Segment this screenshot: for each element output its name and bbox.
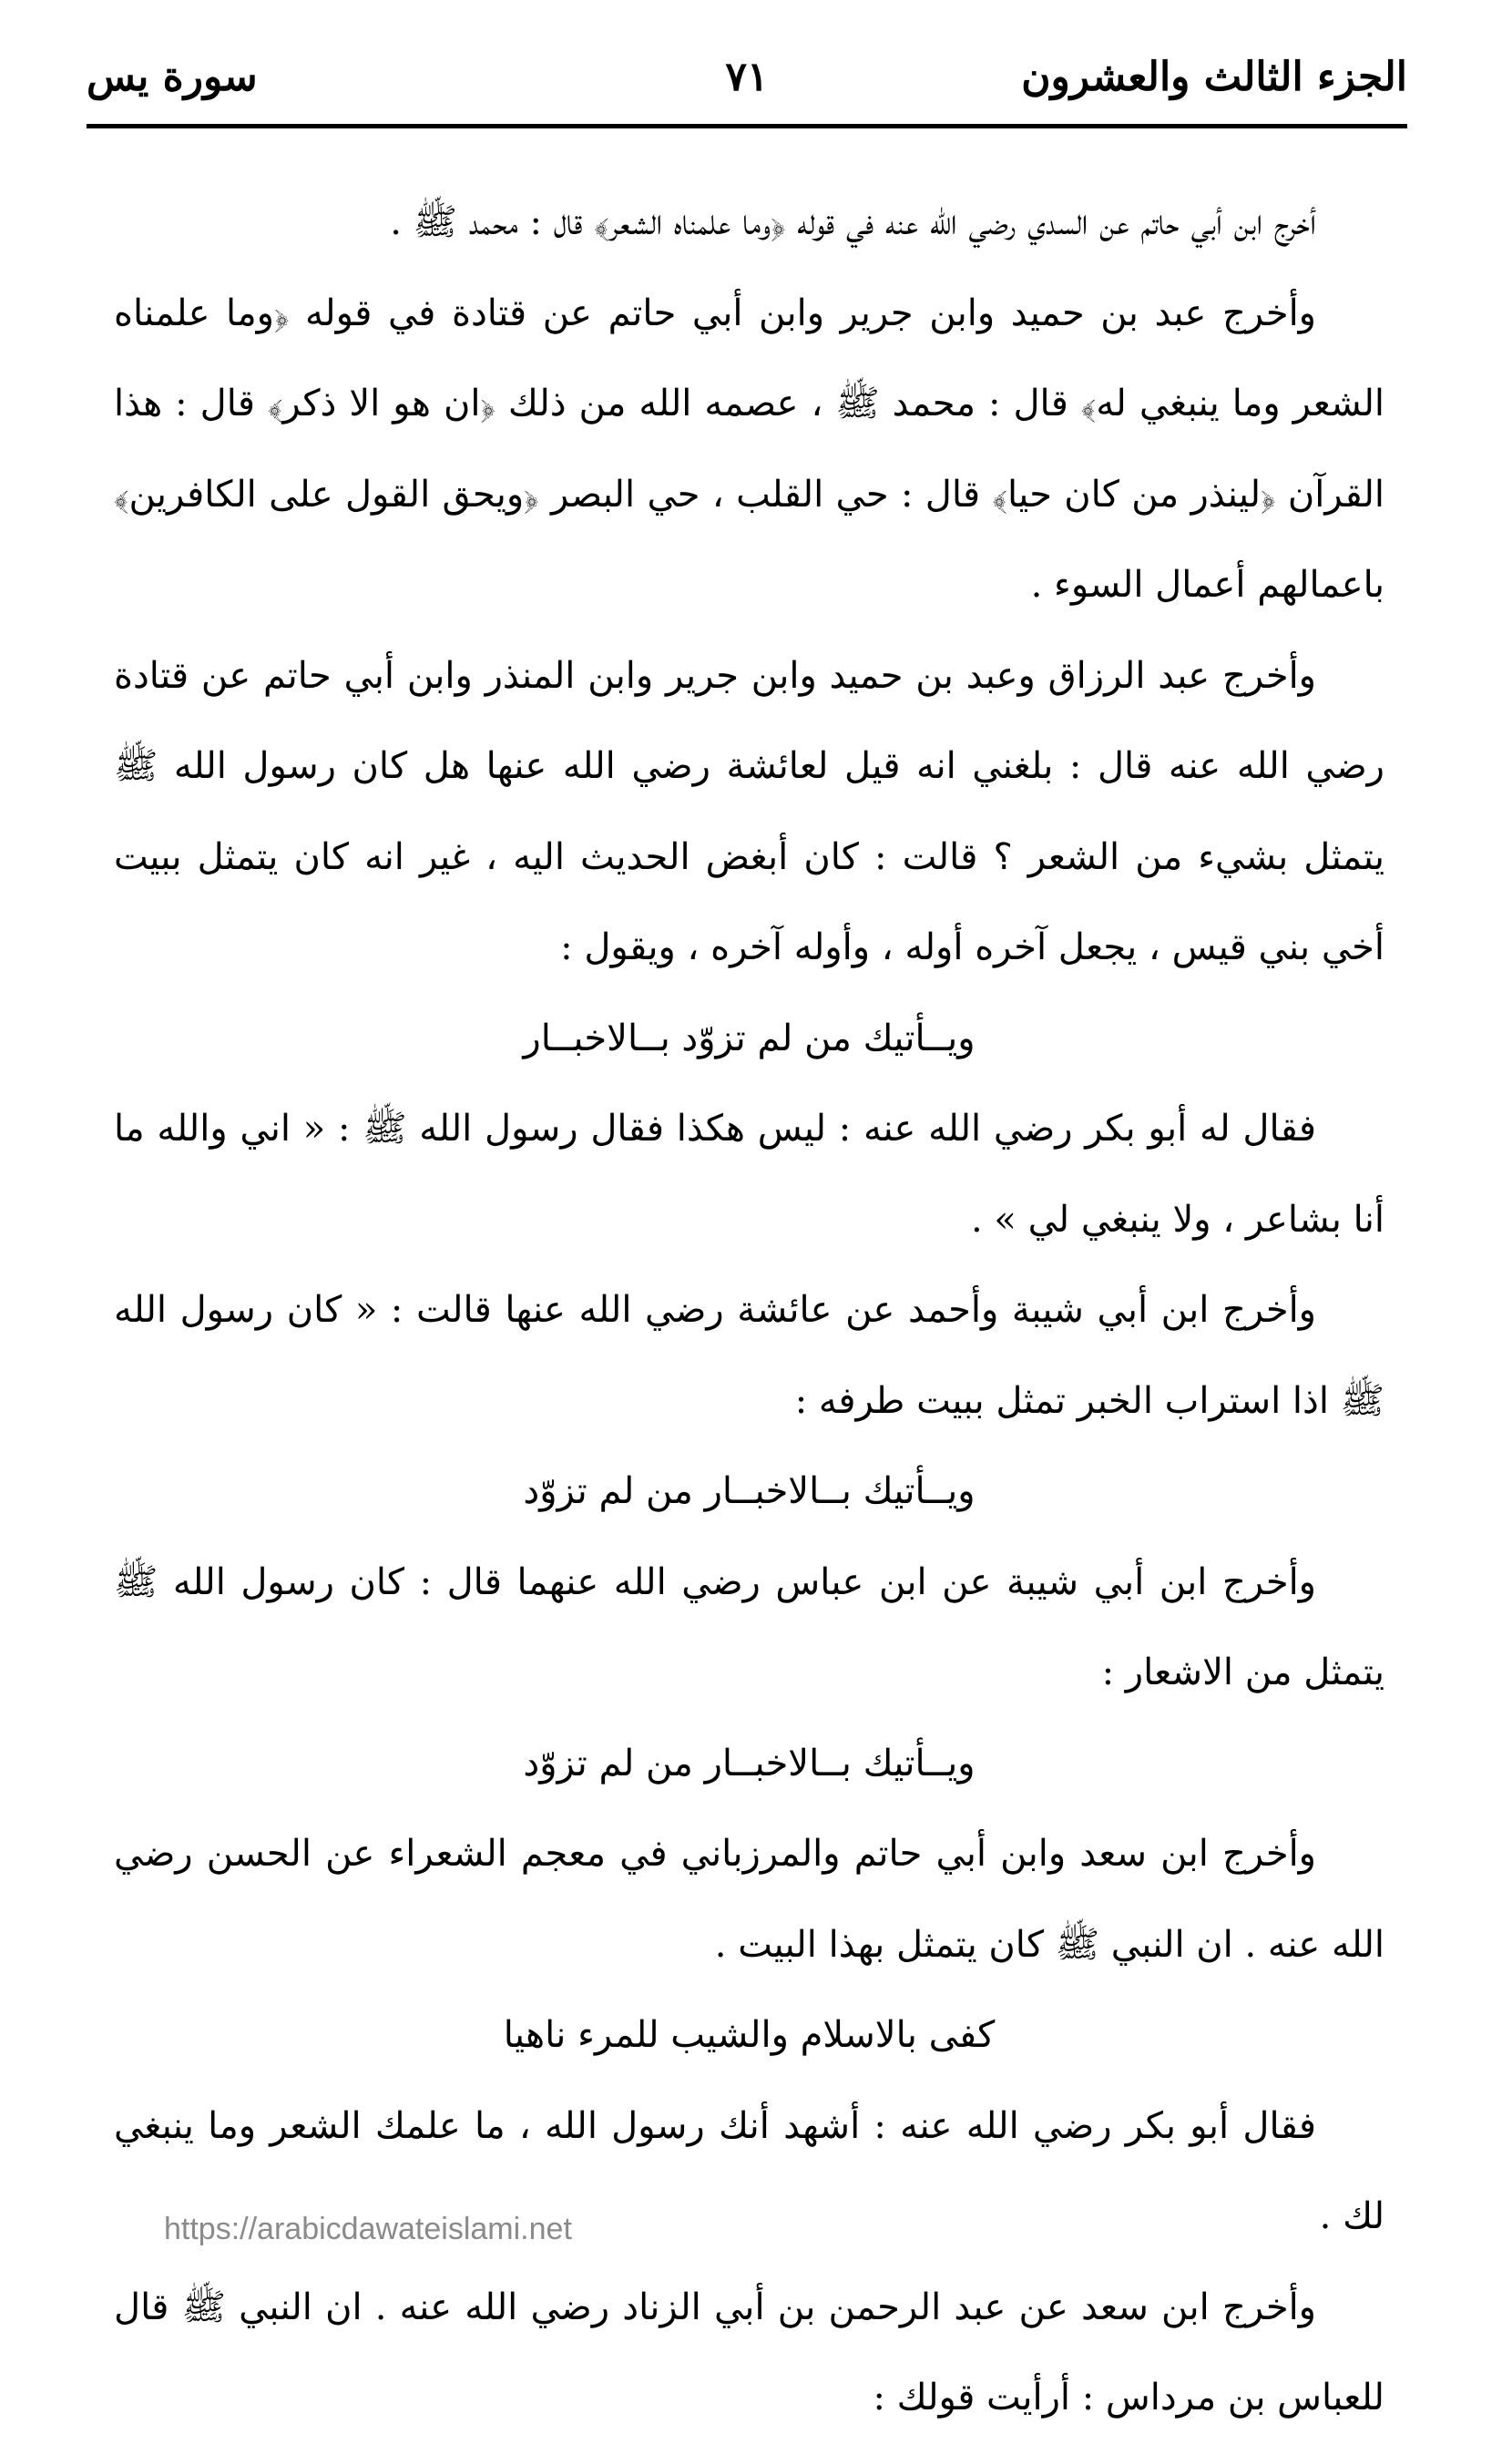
paragraph: أخرج ابن أبي حاتم عن السدي رضي الله عنه في قوله ﴿وما علمناه الشعر﴾ قال : محمد ﷺ . bbox=[390, 201, 1316, 243]
page-body bbox=[114, 178, 1384, 2444]
paragraph: وأخرج عبد الرزاق وعبد بن حميد وابن جرير وابن المنذر وابن أبي حاتم عن قتادة رضي الله عنه قال : بلغني انه قيل لعائشة رضي الله عنها هل كان رسول الله ﷺ يتمثل بشيء من الشعر ؟ قالت : كان أبغض الحديث اليه ، غير انه كان يتمثل ببيت أخي بني قيس ، يجعل آخره أوله ، وأوله آخره ، ويقول : bbox=[114, 654, 1384, 968]
paragraph: وأخرج ابن أبي شيبة عن ابن عباس رضي الله عنهما قال : كان رسول الله ﷺ يتمثل من الاشعار : bbox=[114, 1560, 1384, 1693]
poetry-verse: ويــأتيك بــالاخبــار من لم تزوّد bbox=[523, 1470, 976, 1512]
poetry-verse: ويــأتيك بــالاخبــار من لم تزوّد bbox=[523, 1742, 976, 1784]
poetry-verse: ويــأتيك من لم تزوّد بــالاخبــار bbox=[523, 1017, 976, 1059]
surah-title: سورة يس bbox=[87, 54, 258, 100]
paragraph: وأخرج عبد بن حميد وابن جرير وابن أبي حاتم عن قتادة في قوله ﴿وما علمناه الشعر وما ينبغي له﴾ قال : محمد ﷺ ، عصمه الله من ذلك ﴿ان هو الا ذكر﴾ قال : هذا القرآن ﴿لينذر من كان حيا﴾ قال : حي القلب ، حي البصر ﴿ويحق القول على الكافرين﴾ باعمالهم أعمال السوء . bbox=[114, 291, 1384, 606]
page-header bbox=[87, 46, 1407, 109]
header-divider bbox=[87, 124, 1407, 128]
paragraph: وأخرج ابن سعد وابن أبي حاتم والمرزباني في معجم الشعراء عن الحسن رضي الله عنه . ان النبي ﷺ كان يتمثل بهذا البيت . bbox=[114, 1833, 1384, 1966]
juz-title: الجزء الثالث والعشرون bbox=[1021, 54, 1407, 100]
paragraph: فقال أبو بكر رضي الله عنه : أشهد أنك رسول الله ، ما علمك الشعر وما ينبغي لك . bbox=[114, 2104, 1384, 2237]
paragraph: وأخرج ابن سعد عن عبد الرحمن بن أبي الزناد رضي الله عنه . ان النبي ﷺ قال للعباس بن مرداس : أرأيت قولك : bbox=[114, 2285, 1384, 2418]
paragraph: وأخرج ابن أبي شيبة وأحمد عن عائشة رضي الله عنها قالت : « كان رسول الله ﷺ اذا استراب الخبر تمثل ببيت طرفه : bbox=[114, 1289, 1384, 1422]
watermark-url: https://arabicdawateislami.net bbox=[164, 2212, 572, 2246]
paragraph: فقال له أبو بكر رضي الله عنه : ليس هكذا فقال رسول الله ﷺ : « اني والله ما أنا بشاعر ، ولا ينبغي لي » . bbox=[114, 1108, 1384, 1241]
page-number: ٧١ bbox=[725, 54, 769, 100]
poetry-verse: كفى بالاسلام والشيب للمرء ناهيا bbox=[503, 2014, 996, 2056]
